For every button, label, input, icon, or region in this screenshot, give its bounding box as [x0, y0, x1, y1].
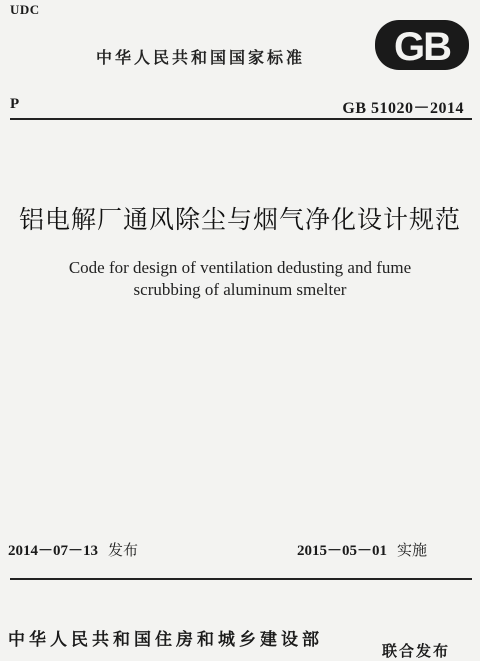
- title-chinese: 铝电解厂通风除尘与烟气净化设计规范: [18, 205, 461, 234]
- national-standard-issuer: 中华人民共和国国家标准: [96, 48, 306, 67]
- udc-label: UDC: [10, 2, 40, 17]
- svg-text:GB: GB: [394, 25, 450, 69]
- implement-label: 实施: [397, 541, 428, 559]
- category-code: P: [10, 96, 20, 112]
- bottom-divider: [10, 578, 472, 580]
- title-english-line-2: scrubbing of aluminum smelter: [133, 280, 347, 299]
- joint-issue-label: 联合发布: [382, 642, 451, 660]
- issue-label: 发布: [108, 541, 139, 559]
- top-divider: [10, 118, 472, 120]
- standard-number: GB 51020－2014: [342, 100, 464, 117]
- gb-logo: [374, 19, 470, 71]
- title-english: [0, 257, 480, 301]
- ministry-issuer: 中华人民共和国住房和城乡建设部: [8, 630, 323, 650]
- title-english-line-1: Code for design of ventilation dedusting and fume: [68, 258, 412, 277]
- implement-date-block: [297, 539, 427, 560]
- issue-date: 2014－07－13: [8, 543, 99, 559]
- issue-date-block: [8, 539, 138, 560]
- implement-date: 2015－05－01: [297, 543, 388, 559]
